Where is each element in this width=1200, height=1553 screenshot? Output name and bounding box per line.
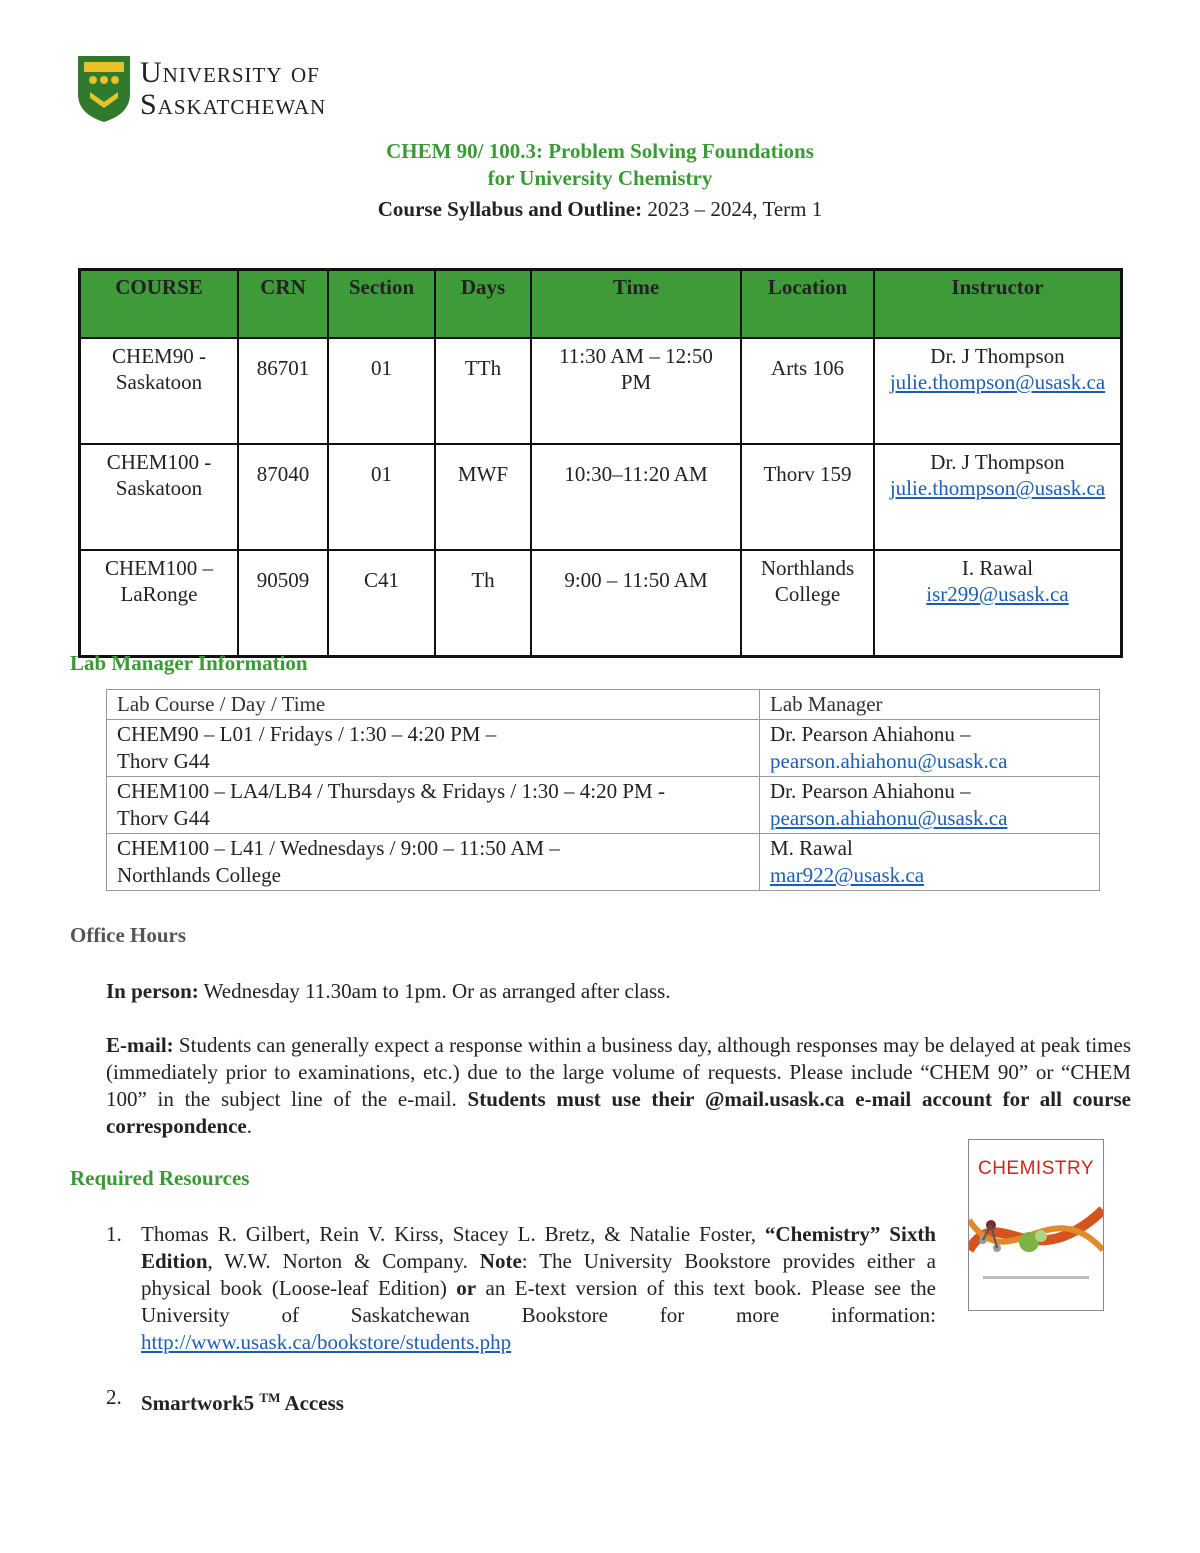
col-time: Time xyxy=(531,270,741,339)
location-line-1: Thorv 159 xyxy=(763,462,852,486)
book-publisher: , W.W. Norton & Company. xyxy=(207,1249,480,1273)
crn-cell: 86701 xyxy=(238,338,328,444)
lab-manager-name: M. Rawal xyxy=(770,836,853,860)
lab-course-cell xyxy=(107,777,760,834)
list-number: 2. xyxy=(106,1385,122,1409)
lab-manager-table xyxy=(106,689,1100,891)
table-row xyxy=(80,550,1122,657)
course-cell xyxy=(80,444,239,550)
instructor-cell xyxy=(874,338,1122,444)
location-line-2: College xyxy=(774,582,841,606)
instructor-email-link[interactable]: isr299@usask.ca xyxy=(926,582,1069,606)
note-text-b: an E-text version of this text book. Please see the University of Saskatchewan Bookstore for more information: xyxy=(141,1276,936,1327)
instructor-cell xyxy=(874,444,1122,550)
lab-manager-email-link[interactable]: mar922@usask.ca xyxy=(770,863,925,887)
lab-course-cell xyxy=(107,720,760,777)
instructor-name: Dr. J Thompson xyxy=(930,344,1065,368)
subtitle-value: 2023 – 2024, Term 1 xyxy=(642,197,823,221)
resource-item-1 xyxy=(106,1221,936,1356)
table-row xyxy=(80,338,1122,444)
crn-cell: 90509 xyxy=(238,550,328,657)
book-title: “Chemistry” Sixth Edition xyxy=(141,1222,936,1273)
book-authors: Thomas R. Gilbert, Rein V. Kirss, Stacey L. Bretz, & Natalie Foster, xyxy=(141,1222,765,1246)
instructor-name: Dr. J Thompson xyxy=(930,450,1065,474)
lab-course-line-2: Northlands College xyxy=(117,863,281,887)
course-campus: Saskatoon xyxy=(115,370,203,394)
lab-manager-name: Dr. Pearson Ahiahonu – xyxy=(770,779,971,803)
time-cell xyxy=(531,444,741,550)
col-lab-manager: Lab Manager xyxy=(760,690,1100,720)
course-name: CHEM100 - xyxy=(106,450,212,474)
location-line-1: Northlands xyxy=(760,556,855,580)
lab-manager-heading: Lab Manager Information xyxy=(70,651,308,675)
lab-manager-email-link[interactable]: pearson.ahiahonu@usask.ca xyxy=(770,806,1008,830)
course-name: CHEM100 – xyxy=(105,556,213,580)
lab-course-cell xyxy=(107,834,760,891)
note-text-a: : The University Bookstore provides either a physical book (Loose-leaf Edition) xyxy=(141,1249,936,1300)
col-instructor: Instructor xyxy=(874,270,1122,339)
in-person-paragraph xyxy=(106,978,1131,1005)
university-crest-icon xyxy=(76,54,132,124)
col-location: Location xyxy=(741,270,874,339)
lab-manager-name: Dr. Pearson Ahiahonu – xyxy=(770,722,971,746)
time-line-1: 11:30 AM – 12:50 xyxy=(559,344,713,368)
course-cell xyxy=(80,550,239,657)
email-text: Students can generally expect a response within a business day, although responses may be delayed at peak times (immediately prior to examinations, etc.) due to the large volume of requests. Please include “CHEM 90” or “CHEM 100” in the subject line of the e-mail. xyxy=(106,1033,1131,1111)
location-cell xyxy=(741,550,874,657)
list-number: 1. xyxy=(106,1222,122,1246)
lab-manager-cell xyxy=(760,777,1100,834)
location-cell xyxy=(741,444,874,550)
instructor-email-link[interactable]: julie.thompson@usask.ca xyxy=(889,476,1106,500)
days-cell: Th xyxy=(435,550,531,657)
course-table xyxy=(78,268,1123,658)
col-course: COURSE xyxy=(80,270,239,339)
smartwork-access: Access xyxy=(280,1391,344,1415)
crn-cell: 87040 xyxy=(238,444,328,550)
textbook-cover-image xyxy=(968,1139,1104,1311)
in-person-label: In person: xyxy=(106,979,199,1003)
note-or: or xyxy=(456,1276,477,1300)
lab-table-header xyxy=(107,690,1100,720)
trademark-mark: TM xyxy=(259,1390,281,1405)
section-cell: 01 xyxy=(328,338,435,444)
university-logo xyxy=(76,54,326,124)
days-cell: MWF xyxy=(435,444,531,550)
time-line-1: 9:00 – 11:50 AM xyxy=(564,568,708,592)
course-table-header xyxy=(80,270,1122,339)
col-crn: CRN xyxy=(238,270,328,339)
lab-course-line-2: Thorv G44 xyxy=(117,806,210,830)
time-line-2: PM xyxy=(620,370,652,394)
email-paragraph xyxy=(106,1032,1131,1140)
time-cell xyxy=(531,550,741,657)
dna-helix-icon xyxy=(969,1180,1103,1290)
bookstore-link[interactable]: http://www.usask.ca/bookstore/students.php xyxy=(141,1330,512,1354)
section-cell: C41 xyxy=(328,550,435,657)
lab-course-line-2: Thorv G44 xyxy=(117,749,210,773)
table-row xyxy=(107,834,1100,891)
col-days: Days xyxy=(435,270,531,339)
resource-item-2 xyxy=(106,1384,936,1417)
subtitle xyxy=(0,194,1200,224)
lab-manager-cell xyxy=(760,834,1100,891)
smartwork-text: Smartwork5 xyxy=(141,1391,260,1415)
lab-manager-email-link[interactable]: pearson.ahiahonu@usask.ca xyxy=(770,749,1008,773)
email-label: E-mail: xyxy=(106,1033,174,1057)
instructor-name: I. Rawal xyxy=(961,556,1034,580)
book-cover-title: CHEMISTRY xyxy=(977,1158,1095,1179)
lab-course-line-1: CHEM100 – LA4/LB4 / Thursdays & Fridays / 1:30 – 4:20 PM - xyxy=(117,779,665,803)
time-line-1: 10:30–11:20 AM xyxy=(564,462,708,486)
title-line-2: for University Chemistry xyxy=(487,166,713,190)
instructor-email-link[interactable]: julie.thompson@usask.ca xyxy=(889,370,1106,394)
table-row xyxy=(107,720,1100,777)
table-row xyxy=(80,444,1122,550)
time-cell xyxy=(531,338,741,444)
email-end: . xyxy=(246,1114,253,1138)
course-cell xyxy=(80,338,239,444)
logo-line-1: University of xyxy=(140,56,320,89)
office-hours-heading: Office Hours xyxy=(70,923,187,947)
section-cell: 01 xyxy=(328,444,435,550)
logo-line-2: Saskatchewan xyxy=(140,88,327,121)
smartwork-label xyxy=(141,1391,344,1415)
title-line-1: CHEM 90/ 100.3: Problem Solving Foundations xyxy=(386,139,814,163)
lab-course-line-1: CHEM100 – L41 / Wednesdays / 9:00 – 11:50 AM – xyxy=(117,836,560,860)
in-person-text: Wednesday 11.30am to 1pm. Or as arranged after class. xyxy=(198,979,671,1003)
subtitle-label: Course Syllabus and Outline: xyxy=(377,197,643,221)
course-campus: Saskatoon xyxy=(115,476,203,500)
required-resources-heading: Required Resources xyxy=(70,1166,250,1190)
days-cell: TTh xyxy=(435,338,531,444)
instructor-cell xyxy=(874,550,1122,657)
document-title xyxy=(0,138,1200,224)
col-section: Section xyxy=(328,270,435,339)
location-cell xyxy=(741,338,874,444)
course-name: CHEM90 - xyxy=(112,344,206,368)
course-campus: LaRonge xyxy=(120,582,198,606)
lab-course-line-1: CHEM90 – L01 / Fridays / 1:30 – 4:20 PM – xyxy=(117,722,497,746)
lab-manager-cell xyxy=(760,720,1100,777)
email-requirement: Students must use their @mail.usask.ca e-mail account for all course correspondence xyxy=(106,1087,1131,1138)
location-line-1: Arts 106 xyxy=(771,356,844,380)
col-lab-course: Lab Course / Day / Time xyxy=(107,690,760,720)
note-label: Note xyxy=(479,1249,522,1273)
table-row xyxy=(107,777,1100,834)
